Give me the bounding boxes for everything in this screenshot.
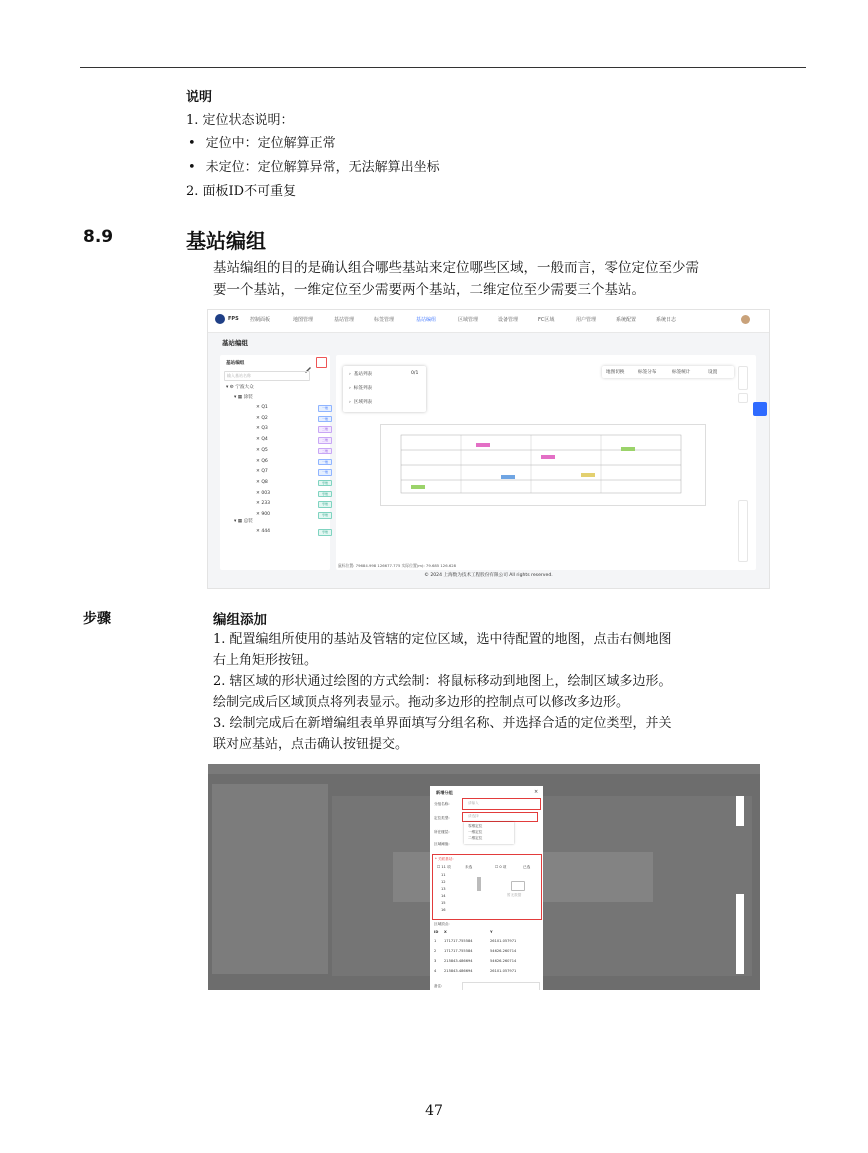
tree-station[interactable]: ✕ Q8 [256,479,268,485]
tree-station[interactable]: ✕ 003 [256,490,271,496]
close-icon[interactable]: × [534,789,539,795]
field-label: 区域阈值: [434,842,450,846]
station-tag: 二维 [318,448,332,455]
station-transfer [432,854,542,920]
overlay-item[interactable]: › 标签列表 [349,386,373,391]
note-line-2: 2. 面板ID不可重复 [186,184,297,199]
screenshot-base-station-grouping [207,309,770,589]
step-line-1: 1. 配置编组所使用的基站及管辖的定位区域，选中待配置的地图，点击右侧地图 [213,632,672,647]
transfer-list-item[interactable]: 14 [441,894,446,898]
table-header: Y [490,930,493,934]
step-line-6: 联对应基站，点击确认按钮提交。 [213,737,409,752]
empty-box-icon [511,881,525,891]
remark-input[interactable] [462,982,540,990]
settings-fab[interactable] [753,402,767,416]
section-title: 基站编组 [186,229,266,253]
station-tag: 零维 [318,480,332,487]
tree-station[interactable]: ✕ Q6 [256,458,268,464]
map-tool[interactable]: 标签统计 [672,370,691,375]
nav-item[interactable]: 系统日志 [656,317,677,323]
map-panel [336,355,756,570]
map-toolbar [602,366,734,378]
tree-station[interactable]: ✕ 900 [256,512,271,517]
type-dropdown [464,822,514,844]
zoom-controls[interactable] [738,500,748,562]
dialog-title: 新增分组 [436,790,453,795]
list-overlay [343,366,426,412]
table-cell: 2 [434,949,437,953]
note-bullet-1: • 定位中：定位解算正常 [188,132,336,151]
logo-text: FPS [228,316,239,322]
station-tag: 二维 [318,437,332,444]
nav-item[interactable]: FC区域 [538,317,555,323]
station-tag: 一维 [318,405,332,412]
type-option[interactable]: 零维定位 [468,824,483,828]
group-tree-panel [220,355,330,570]
station-tag: 一维 [318,469,332,476]
tree-station[interactable]: ✕ 444 [256,529,271,534]
remark-label: 备注: [434,984,443,988]
field-label: 所在楼层: [434,830,450,834]
type-option[interactable]: 二维定位 [468,836,483,840]
table-cell: 26101.057971 [490,969,517,973]
transfer-list-item[interactable]: 12 [441,880,446,884]
table-cell: 171717.755584 [444,949,473,953]
zoom-controls[interactable] [736,894,744,974]
left-list-header: ☐ 11 项 [437,865,451,869]
station-tag: 一维 [318,459,332,466]
nav-item[interactable]: 系统配置 [616,317,637,323]
panel-title: 基站编组 [226,361,245,366]
empty-text: 暂无数据 [507,893,522,897]
field-label: 定位类型: [434,816,450,820]
tree-station[interactable]: ✕ Q1 [256,405,268,410]
station-tag: 一维 [318,416,332,423]
note-bullet-2: • 未定位：定位解算异常，无法解算出坐标 [188,156,440,175]
right-list-header: ☐ 0 项 [495,865,507,869]
page-number: 47 [425,1103,443,1119]
tree-station[interactable]: ✕ 233 [256,501,271,507]
right-list-header2: 已选 [523,865,531,869]
tree-group-2[interactable]: ▾ ▦ 总装 [234,519,253,524]
delete-icon[interactable] [316,357,327,368]
search-input[interactable]: 输入基站名称 [224,371,310,381]
transfer-list-item[interactable]: 15 [441,901,446,905]
nav-item-active[interactable]: 基站编组 [416,317,437,323]
table-header: ID [434,930,439,934]
nav-item[interactable]: 用户管理 [576,317,597,323]
page-title: 基站编组 [222,339,248,347]
table-cell: 1 [434,939,437,943]
overlay-item[interactable]: › 区域列表 [349,400,373,405]
map-tool[interactable]: 设置 [708,370,718,375]
screenshot-add-group-dialog [208,764,760,990]
tree-station[interactable]: ✕ Q7 [256,469,268,475]
step-line-2: 右上角矩形按钮。 [213,653,318,668]
transfer-scrollbar[interactable] [477,877,481,891]
header-rule [80,67,806,68]
table-cell: 54626.260714 [490,959,517,963]
nav-item[interactable]: 区域管理 [458,317,479,323]
steps-subtitle: 编组添加 [213,612,267,628]
type-select[interactable]: 请选择 [462,812,538,822]
map-tool[interactable]: 地图切换 [606,370,625,375]
section-intro-1: 基站编组的目的是确认组合哪些基站来定位哪些区域，一般而言，零位定位至少需 [213,260,699,276]
station-tag: 零维 [318,491,332,498]
step-line-5: 3. 绘制完成后在新增编组表单界面填写分组名称、并选择合适的定位类型，并关 [213,716,672,731]
avatar[interactable] [741,315,750,324]
table-cell: 54626.260714 [490,949,517,953]
tree-root[interactable]: ▾ ⚙ 宁波大众 [226,385,254,390]
nav-item[interactable]: 控制面板 [250,317,271,323]
draw-tool-group[interactable] [736,796,744,826]
factory-map[interactable] [380,424,706,506]
station-tag: 零维 [318,512,332,519]
step-line-3: 2. 辖区域的形状通过绘图的方式绘制：将鼠标移动到地图上，绘制区域多边形。 [213,674,672,689]
transfer-list-item[interactable]: 13 [441,887,446,891]
table-cell: 26101.057971 [490,939,517,943]
note-line-1: 1. 定位状态说明： [186,113,294,128]
station-tag: 零维 [318,529,332,536]
nav-item[interactable]: 设备管理 [498,317,519,323]
overlay-item[interactable]: › 基站列表 [349,372,373,377]
section-number: 8.9 [83,227,114,247]
left-list-header2: 未选 [465,865,473,869]
tree-station[interactable]: ✕ Q3 [256,426,268,432]
section-intro-2: 要一个基站，一维定位至少需要两个基站，二维定位至少需要三个基站。 [213,282,645,298]
logo-icon [215,314,225,324]
table-cell: 215843.486694 [444,969,473,973]
type-option[interactable]: 一维定位 [468,830,483,834]
steps-label: 步骤 [83,611,111,627]
draw-tool-group[interactable] [738,366,748,390]
table-cell: 3 [434,959,437,963]
field-label: 分组名称: [434,802,450,806]
station-tag: 零维 [318,501,332,508]
dim-nav-bar [208,764,760,774]
edit-icon[interactable] [304,358,312,366]
note-title: 说明 [186,90,213,105]
station-tag: 二维 [318,426,332,433]
transfer-list-item[interactable]: 11 [441,873,446,877]
step-line-4: 绘制完成后区域顶点将列表显示。拖动多边形的控制点可以修改多边形。 [213,695,630,710]
nav-item[interactable]: 标签管理 [374,317,395,323]
copyright-footer: © 2024 上海数为技术工程股份有限公司 All rights reserved. [424,573,553,578]
tree-station[interactable]: ✕ Q2 [256,415,268,421]
table-cell: 215843.486694 [444,959,473,963]
tree-station[interactable]: ✕ Q5 [256,447,268,453]
nav-item[interactable]: 地图管理 [293,317,314,323]
dim-tree-panel [212,784,328,974]
table-cell: 171717.755584 [444,939,473,943]
vertices-label: 区域顶点: [434,922,450,926]
settings-icon[interactable] [738,393,748,403]
tree-group[interactable]: ▾ ▦ 涂装 [234,395,253,400]
nav-item[interactable]: 基站管理 [334,317,355,323]
tree-station[interactable]: ✕ Q4 [256,437,268,443]
coords-readout: 鼠标位置: 79684.998 126677.775 实际位置(m): 79.685 126.628 [338,563,457,568]
table-header: X [444,930,447,934]
add-group-dialog [430,786,543,990]
overlay-count: 0/1 [411,371,419,376]
map-tool[interactable]: 标签分布 [638,370,657,375]
top-nav-bar [208,310,769,333]
table-cell: 4 [434,969,437,973]
transfer-list-item[interactable]: 16 [441,908,446,912]
name-input[interactable]: 请输入 [462,798,541,810]
stations-label: * 关联基站: [435,857,454,861]
